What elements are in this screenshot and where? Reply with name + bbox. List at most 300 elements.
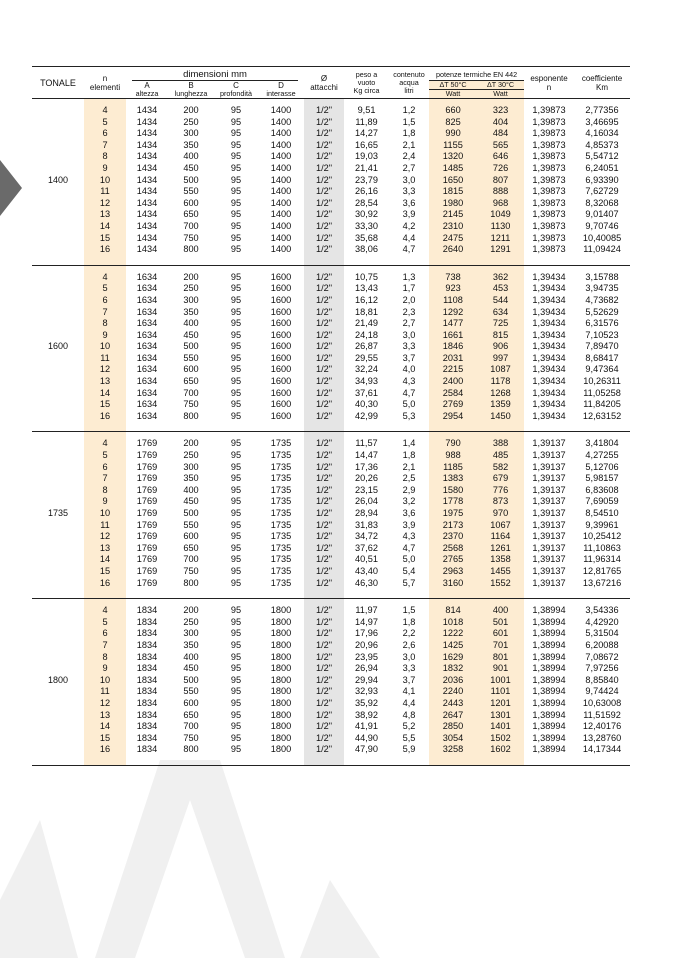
cell-d: 1800: [270, 616, 292, 627]
cell-attacco: 1/2": [304, 520, 344, 532]
cell-esponente: 1,38994: [532, 732, 566, 743]
cell-a: 1434: [136, 197, 158, 208]
cell-d: 1600: [270, 410, 292, 421]
cell-coefficiente: 9,01407: [585, 209, 619, 220]
cell-n: 9: [84, 496, 126, 508]
cell-attacco: 1/2": [304, 330, 344, 342]
cell-attacco: 1/2": [304, 721, 344, 733]
cell-esponente: 1,39873: [532, 139, 566, 150]
cell-b: 650: [183, 376, 199, 387]
cell-c: 95: [230, 461, 242, 472]
cell-coefficiente: 9,39961: [585, 519, 619, 530]
cell-b: 800: [183, 577, 199, 588]
cell-peso: 34,72: [355, 531, 379, 542]
cell-n: 16: [84, 578, 126, 590]
cell-esponente: 1,39873: [532, 151, 566, 162]
cell-esponente: 1,39873: [532, 209, 566, 220]
cell-a: 1769: [136, 461, 158, 472]
cell-c: 95: [230, 697, 242, 708]
cell-d: 1735: [270, 508, 292, 518]
cell-attacco: 1/2": [304, 221, 344, 233]
cell-contenuto: 1,8: [402, 128, 416, 139]
cell-peso: 30,92: [355, 209, 379, 220]
cell-c: 95: [230, 508, 242, 518]
cell-a: 1769: [136, 531, 158, 542]
cell-esponente: 1,39434: [532, 283, 566, 294]
cell-b: 450: [183, 496, 199, 507]
cell-n: 6: [84, 462, 126, 474]
cell-c: 95: [230, 151, 242, 162]
cell-b: 300: [183, 628, 199, 639]
cell-n: 15: [84, 566, 126, 578]
cell-b: 350: [183, 139, 199, 150]
cell-p30: 501: [477, 617, 524, 629]
cell-p30: 1178: [477, 376, 524, 388]
cell-contenuto: 2,1: [402, 139, 416, 150]
cell-esponente: 1,38994: [532, 616, 566, 627]
cell-a: 1634: [136, 271, 158, 282]
cell-attacco: 1/2": [304, 376, 344, 388]
cell-a: 1834: [136, 663, 158, 674]
cell-attacco: 1/2": [304, 117, 344, 129]
cell-c: 95: [230, 197, 242, 208]
cell-b: 250: [183, 450, 199, 461]
cell-c: 95: [230, 220, 242, 231]
cell-a: 1834: [136, 732, 158, 743]
cell-p30: 582: [477, 462, 524, 474]
cell-esponente: 1,39137: [532, 484, 566, 495]
cell-c: 95: [230, 128, 242, 139]
table-row: [32, 566, 630, 578]
table-row: [32, 652, 630, 664]
cell-p30: 1130: [477, 221, 524, 233]
cell-esponente: 1,39873: [532, 116, 566, 127]
cell-b: 250: [183, 616, 199, 627]
cell-coefficiente: 3,46695: [585, 116, 619, 127]
cell-n: 8: [84, 485, 126, 497]
cell-n: 10: [84, 675, 126, 687]
cell-p50: 990: [429, 128, 477, 140]
table-row: [32, 233, 630, 245]
cell-attacco: 1/2": [304, 283, 344, 295]
cell-p50: 2443: [429, 698, 477, 710]
cell-c: 95: [230, 318, 242, 329]
cell-peso: 41,91: [355, 721, 379, 732]
table-row: [32, 462, 630, 474]
table-row: [32, 209, 630, 221]
cell-a: 1834: [136, 686, 158, 697]
cell-attacco: 1/2": [304, 140, 344, 152]
cell-peso: 28,54: [355, 197, 379, 208]
cell-contenuto: 1,8: [402, 450, 416, 461]
table-row: [32, 151, 630, 163]
cell-n: 11: [84, 353, 126, 365]
cell-a: 1834: [136, 744, 158, 755]
cell-n: 5: [84, 117, 126, 129]
cell-p50: 1485: [429, 163, 477, 175]
table-row: [32, 198, 630, 210]
cell-b: 800: [183, 744, 199, 755]
table-row: [32, 341, 630, 353]
cell-coefficiente: 2,77356: [585, 105, 619, 115]
cell-peso: 11,57: [355, 438, 378, 449]
cell-attacco: 1/2": [304, 295, 344, 307]
cell-contenuto: 5,9: [402, 744, 416, 755]
header-potenze: potenze termiche EN 442: [429, 67, 524, 82]
cell-b: 600: [183, 531, 199, 542]
cell-c: 95: [230, 105, 242, 115]
cell-peso: 23,79: [355, 174, 379, 185]
table-row: [32, 399, 630, 411]
cell-p30: 1087: [477, 364, 524, 376]
cell-a: 1769: [136, 484, 158, 495]
cell-esponente: 1,39873: [532, 186, 566, 197]
cell-attacco: 1/2": [304, 698, 344, 710]
cell-peso: 29,55: [355, 352, 379, 363]
cell-p50: 3258: [429, 744, 477, 756]
cell-esponente: 1,39137: [532, 473, 566, 484]
cell-d: 1600: [270, 329, 292, 340]
cell-a: 1634: [136, 364, 158, 375]
cell-c: 95: [230, 616, 242, 627]
cell-c: 95: [230, 341, 242, 352]
cell-p50: 2640: [429, 244, 477, 256]
cell-contenuto: 3,9: [402, 519, 416, 530]
cell-coefficiente: 7,08672: [585, 651, 619, 662]
spec-table: [32, 66, 630, 766]
cell-b: 700: [183, 554, 199, 565]
cell-d: 1600: [270, 341, 292, 352]
cell-n: 13: [84, 376, 126, 388]
cell-attacco: 1/2": [304, 744, 344, 756]
cell-peso: 37,62: [355, 542, 379, 553]
cell-p30: 484: [477, 128, 524, 140]
cell-peso: 35,92: [355, 697, 379, 708]
table-header: [32, 67, 630, 99]
cell-n: 15: [84, 733, 126, 745]
cell-coefficiente: 11,96314: [583, 554, 621, 565]
table-row: [32, 221, 630, 233]
cell-coefficiente: 8,54510: [585, 508, 619, 518]
cell-p50: 1580: [429, 485, 477, 497]
cell-b: 700: [183, 721, 199, 732]
cell-attacco: 1/2": [304, 496, 344, 508]
cell-contenuto: 2,3: [402, 306, 416, 317]
cell-d: 1600: [270, 364, 292, 375]
cell-p30: 1502: [477, 733, 524, 745]
cell-attacco: 1/2": [304, 209, 344, 221]
table-row: [32, 388, 630, 400]
cell-c: 95: [230, 484, 242, 495]
cell-attacco: 1/2": [304, 508, 344, 520]
cell-c: 95: [230, 186, 242, 197]
table-row: [32, 163, 630, 175]
cell-coefficiente: 12,63152: [582, 410, 622, 421]
cell-esponente: 1,38994: [532, 663, 566, 674]
cell-a: 1834: [136, 639, 158, 650]
cell-attacco: 1/2": [304, 233, 344, 245]
cell-c: 95: [230, 294, 242, 305]
cell-attacco: 1/2": [304, 628, 344, 640]
table-row: [32, 283, 630, 295]
cell-p30: 634: [477, 307, 524, 319]
cell-p50: 1661: [429, 330, 477, 342]
cell-a: 1834: [136, 605, 158, 616]
cell-n: 4: [84, 105, 126, 117]
cell-b: 650: [183, 542, 199, 553]
table-row: [32, 175, 630, 187]
cell-peso: 40,51: [355, 554, 379, 565]
cell-p50: 2850: [429, 721, 477, 733]
cell-c: 95: [230, 139, 242, 150]
cell-esponente: 1,38994: [532, 744, 566, 755]
header-esponente: esponente n: [524, 67, 574, 99]
cell-d: 1600: [270, 271, 292, 282]
cell-c: 95: [230, 554, 242, 565]
cell-contenuto: 5,4: [402, 565, 416, 576]
table-row: [32, 686, 630, 698]
cell-p30: 970: [477, 508, 524, 520]
table-row: [32, 617, 630, 629]
cell-contenuto: 1,2: [402, 105, 416, 115]
cell-p30: 906: [477, 341, 524, 353]
cell-p30: 873: [477, 496, 524, 508]
cell-coefficiente: 3,94735: [585, 283, 619, 294]
cell-a: 1634: [136, 306, 158, 317]
cell-peso: 14,47: [355, 450, 379, 461]
cell-coefficiente: 11,51592: [583, 709, 621, 720]
cell-n: 5: [84, 617, 126, 629]
table-row: [32, 140, 630, 152]
cell-c: 95: [230, 410, 242, 421]
cell-peso: 17,96: [355, 628, 379, 639]
cell-p50: 2031: [429, 353, 477, 365]
cell-c: 95: [230, 639, 242, 650]
cell-contenuto: 3,9: [402, 209, 416, 220]
cell-contenuto: 4,3: [402, 376, 416, 387]
cell-c: 95: [230, 542, 242, 553]
cell-b: 550: [183, 186, 199, 197]
cell-peso: 46,30: [355, 577, 379, 588]
cell-n: 9: [84, 163, 126, 175]
cell-contenuto: 3,0: [402, 329, 416, 340]
cell-a: 1434: [136, 220, 158, 231]
cell-d: 1800: [270, 744, 292, 755]
cell-d: 1600: [270, 376, 292, 387]
cell-peso: 35,68: [355, 232, 379, 243]
cell-b: 750: [183, 232, 199, 243]
cell-c: 95: [230, 663, 242, 674]
cell-b: 300: [183, 128, 199, 139]
cell-contenuto: 1,8: [402, 616, 416, 627]
cell-a: 1434: [136, 162, 158, 173]
cell-p50: 825: [429, 117, 477, 129]
cell-n: 14: [84, 221, 126, 233]
cell-contenuto: 3,3: [402, 663, 416, 674]
cell-peso: 13,43: [355, 283, 379, 294]
cell-p30: 1049: [477, 209, 524, 221]
cell-esponente: 1,38994: [532, 721, 566, 732]
cell-n: 4: [84, 438, 126, 450]
cell-coefficiente: 3,54336: [585, 605, 619, 616]
cell-n: 13: [84, 710, 126, 722]
cell-contenuto: 3,7: [402, 352, 416, 363]
cell-attacco: 1/2": [304, 566, 344, 578]
cell-d: 1735: [270, 542, 292, 553]
cell-p30: 388: [477, 438, 524, 450]
header-peso: peso a vuoto Kg circa: [344, 67, 389, 99]
cell-esponente: 1,39434: [532, 399, 566, 410]
cell-peso: 26,94: [355, 663, 379, 674]
cell-coefficiente: 6,24051: [585, 162, 619, 173]
cell-attacco: 1/2": [304, 399, 344, 411]
cell-a: 1434: [136, 244, 158, 255]
cell-esponente: 1,39434: [532, 294, 566, 305]
cell-p50: 2310: [429, 221, 477, 233]
cell-contenuto: 4,4: [402, 697, 416, 708]
cell-p30: 1552: [477, 578, 524, 590]
cell-a: 1769: [136, 542, 158, 553]
cell-contenuto: 3,3: [402, 341, 416, 352]
group-spacer: [32, 589, 630, 599]
cell-d: 1400: [270, 151, 292, 162]
cell-p30: 776: [477, 485, 524, 497]
cell-b: 800: [183, 244, 199, 255]
cell-attacco: 1/2": [304, 663, 344, 675]
cell-contenuto: 4,7: [402, 387, 416, 398]
cell-peso: 32,24: [355, 364, 379, 375]
cell-contenuto: 1,7: [402, 283, 416, 294]
cell-attacco: 1/2": [304, 341, 344, 353]
cell-attacco: 1/2": [304, 438, 344, 450]
cell-p50: 3160: [429, 578, 477, 590]
cell-c: 95: [230, 450, 242, 461]
cell-d: 1735: [270, 473, 292, 484]
cell-b: 750: [183, 399, 199, 410]
cell-coefficiente: 3,41804: [585, 438, 619, 449]
header-coefficiente: coefficiente Km: [574, 67, 630, 99]
cell-p30: 801: [477, 652, 524, 664]
cell-b: 300: [183, 461, 199, 472]
cell-n: 8: [84, 652, 126, 664]
cell-contenuto: 4,3: [402, 531, 416, 542]
cell-b: 200: [183, 271, 199, 282]
cell-esponente: 1,39873: [532, 105, 566, 115]
table-row: [32, 318, 630, 330]
cell-esponente: 1,38994: [532, 674, 566, 685]
cell-p30: 323: [477, 105, 524, 117]
cell-b: 600: [183, 197, 199, 208]
cell-esponente: 1,39873: [532, 220, 566, 231]
cell-coefficiente: 6,20088: [585, 639, 619, 650]
cell-b: 450: [183, 663, 199, 674]
cell-peso: 11,89: [355, 116, 378, 127]
cell-n: 9: [84, 330, 126, 342]
cell-c: 95: [230, 628, 242, 639]
cell-contenuto: 2,9: [402, 484, 416, 495]
header-n-elementi: n elementi: [84, 67, 126, 99]
cell-a: 1634: [136, 387, 158, 398]
cell-attacco: 1/2": [304, 272, 344, 284]
cell-peso: 19,03: [355, 151, 379, 162]
cell-p50: 2036: [429, 675, 477, 687]
cell-coefficiente: 11,05258: [583, 387, 621, 398]
cell-b: 350: [183, 639, 199, 650]
table-row: [32, 411, 630, 423]
cell-contenuto: 5,2: [402, 721, 416, 732]
table-row: [32, 744, 630, 756]
cell-d: 1400: [270, 105, 292, 115]
cell-coefficiente: 6,93390: [585, 174, 619, 185]
cell-d: 1400: [270, 162, 292, 173]
cell-peso: 34,93: [355, 376, 379, 387]
cell-attacco: 1/2": [304, 105, 344, 117]
cell-n: 16: [84, 244, 126, 256]
cell-n: 13: [84, 543, 126, 555]
table-row: [32, 554, 630, 566]
cell-p30: 1359: [477, 399, 524, 411]
table-body: [32, 99, 630, 766]
cell-b: 450: [183, 162, 199, 173]
cell-c: 95: [230, 438, 242, 449]
cell-esponente: 1,39873: [532, 197, 566, 208]
cell-p50: 2215: [429, 364, 477, 376]
cell-attacco: 1/2": [304, 388, 344, 400]
cell-d: 1800: [270, 686, 292, 697]
cell-b: 350: [183, 473, 199, 484]
cell-coefficiente: 13,67216: [582, 577, 622, 588]
cell-attacco: 1/2": [304, 364, 344, 376]
table-row: [32, 128, 630, 140]
cell-c: 95: [230, 744, 242, 755]
cell-esponente: 1,39137: [532, 496, 566, 507]
cell-p30: 888: [477, 186, 524, 198]
cell-p50: 1815: [429, 186, 477, 198]
cell-coefficiente: 5,54712: [585, 151, 619, 162]
header-col-a: A altezza: [135, 81, 159, 98]
cell-contenuto: 4,0: [402, 364, 416, 375]
table-row: [32, 733, 630, 745]
cell-p50: 1320: [429, 151, 477, 163]
cell-d: 1600: [270, 283, 292, 294]
cell-d: 1400: [270, 209, 292, 220]
cell-contenuto: 3,0: [402, 651, 416, 662]
cell-c: 95: [230, 565, 242, 576]
cell-n: 6: [84, 628, 126, 640]
cell-esponente: 1,39873: [532, 128, 566, 139]
cell-contenuto: 5,0: [402, 399, 416, 410]
cell-attacco: 1/2": [304, 640, 344, 652]
cell-p50: 1650: [429, 175, 477, 187]
cell-n: 10: [84, 175, 126, 187]
cell-peso: 28,94: [355, 508, 379, 518]
cell-d: 1400: [270, 128, 292, 139]
cell-a: 1634: [136, 341, 158, 352]
cell-coefficiente: 4,73682: [585, 294, 619, 305]
group-spacer: [32, 422, 630, 432]
cell-p30: 453: [477, 283, 524, 295]
cell-p50: 3054: [429, 733, 477, 745]
cell-a: 1834: [136, 616, 158, 627]
table-row: [32, 508, 630, 520]
cell-coefficiente: 10,40085: [582, 232, 622, 243]
table-row: [32, 531, 630, 543]
cell-coefficiente: 4,42920: [585, 616, 619, 627]
cell-attacco: 1/2": [304, 531, 344, 543]
cell-p30: 725: [477, 318, 524, 330]
table-row: [32, 272, 630, 284]
cell-peso: 14,97: [355, 616, 379, 627]
